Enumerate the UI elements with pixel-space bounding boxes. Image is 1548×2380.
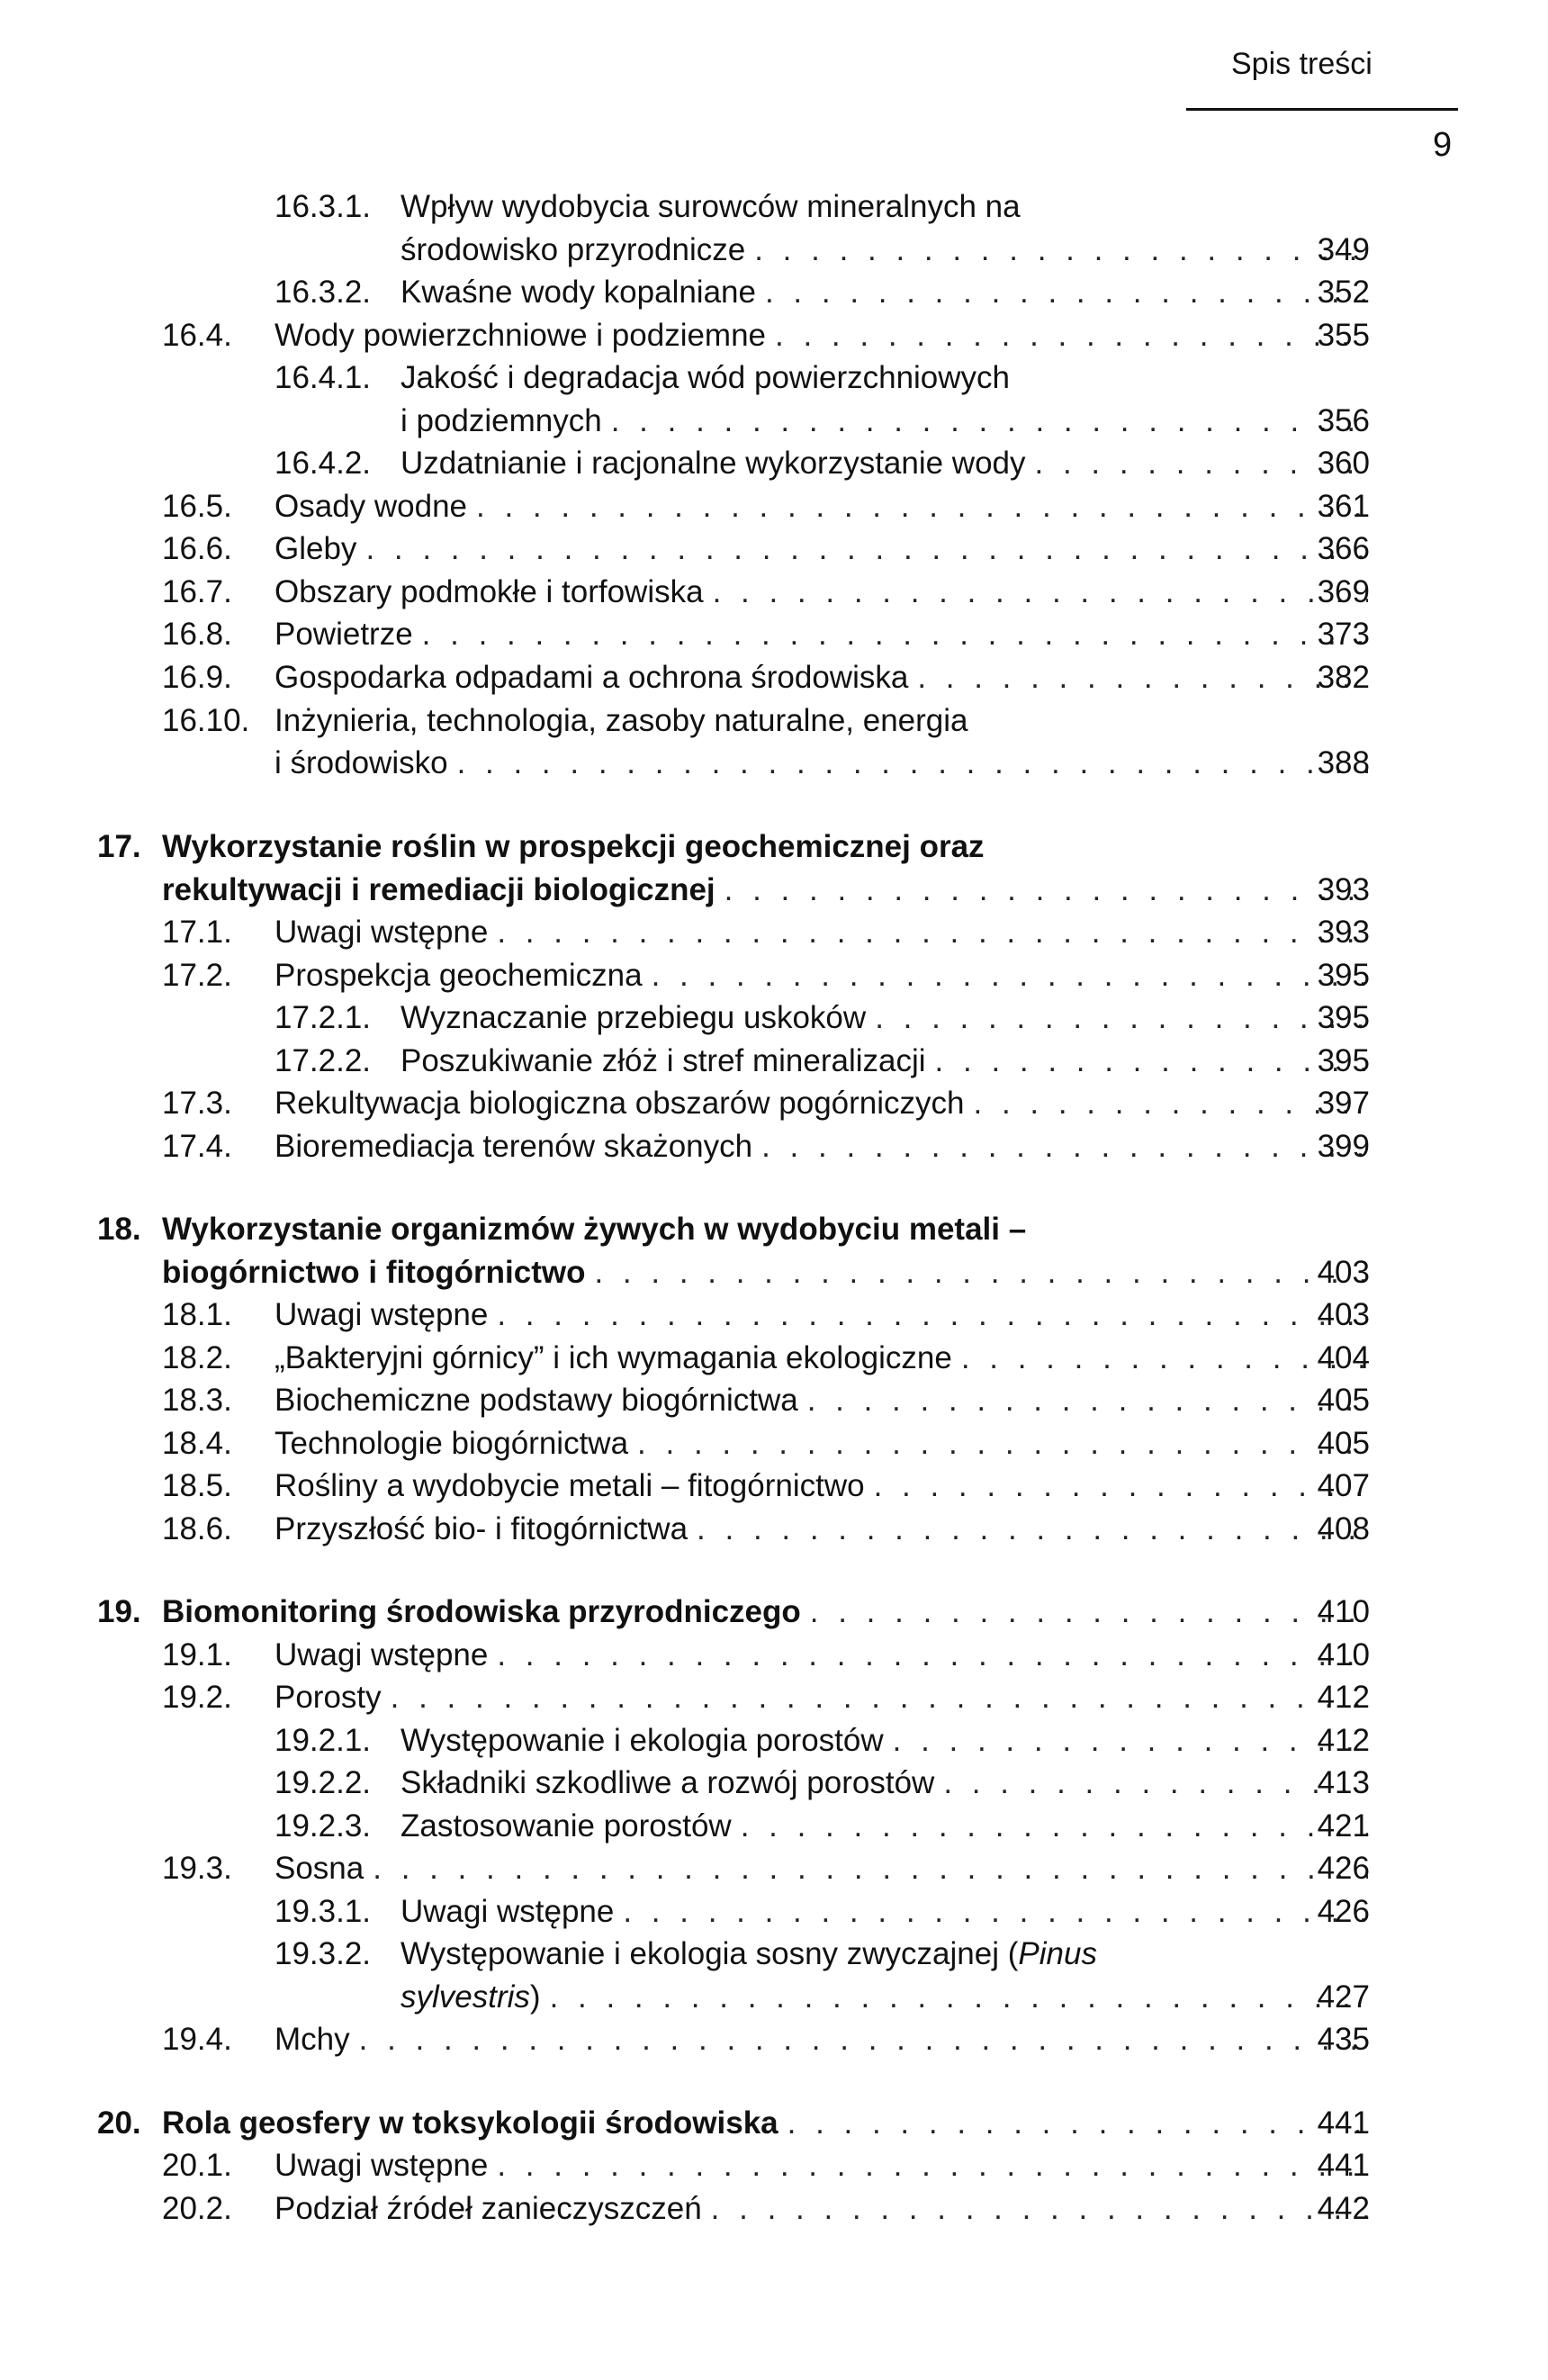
toc-entry-number: 17.2.2. [274,1043,372,1078]
toc-entry[interactable] [0,701,1548,741]
toc-entry-number: 16.9. [162,660,232,695]
toc-entry[interactable] [0,1424,1548,1464]
toc-entry-title: Uwagi wstępne [274,2148,489,2183]
toc-chapter-title: Rola geosfery w toksykologii środowiska [162,2105,778,2141]
leader-dots [724,870,1368,910]
leader-dots [422,615,1368,654]
toc-entry[interactable] [0,316,1548,356]
toc-entry-title: Uwagi wstępne [274,1637,489,1672]
toc-entry[interactable] [0,1510,1548,1549]
toc-entry-page: 427 [1317,1979,1370,2015]
toc-entry[interactable] [0,1084,1548,1123]
leader-dots [807,1381,1368,1420]
toc-chapter[interactable] [0,2104,1548,2143]
toc-entry-title: Wyznaczanie przebiegu uskoków [400,1000,867,1035]
leader-dots [594,1253,1368,1293]
toc-entry[interactable] [0,1636,1548,1675]
toc-entry[interactable] [0,1892,1548,1932]
toc-chapter[interactable] [0,1210,1548,1249]
toc-entry-page: 426 [1317,1851,1370,1886]
toc-entry-title: Porosty [274,1680,382,1715]
toc-entry-number: 17.2.1. [274,1000,372,1035]
toc-entry-title: Obszary podmokłe i torfowiska [274,574,704,609]
leader-dots [652,956,1368,996]
page-number: 9 [1433,126,1453,164]
toc-entry-page: 352 [1317,275,1370,310]
toc-entry-continuation[interactable] [0,1978,1548,2017]
toc-entry-title: Występowanie i ekologia sosny zwyczajnej ( [400,1936,1019,1971]
toc-entry-title-italic: Pinus [1018,1936,1097,1971]
toc-entry-number: 16.6. [162,531,232,566]
toc-entry-page: 382 [1317,660,1370,695]
toc-entry[interactable] [0,1763,1548,1803]
toc-entry-number: 18.4. [162,1426,232,1461]
toc-entry-page: 412 [1317,1680,1370,1715]
toc-entry-title: Jakość i degradacja wód powierzchniowych [400,360,1011,395]
toc-entry[interactable] [0,1934,1548,1974]
toc-entry-page: 395 [1317,1000,1370,1035]
leader-dots [497,1295,1368,1335]
leader-dots [697,1510,1368,1549]
header-rule [1186,108,1458,111]
toc-entry-title: Biochemiczne podstawy biogórnictwa [274,1383,798,1418]
toc-entry-title: Przyszłość bio- i fitogórnictwa [274,1511,688,1546]
toc-entry-page: 405 [1317,1426,1370,1461]
leader-dots [637,1424,1368,1464]
toc-entry-continuation[interactable] [0,401,1548,441]
toc-entry-title: Uwagi wstępne [274,1297,489,1332]
toc-entry-page: 399 [1317,1129,1370,1164]
leader-dots [373,1849,1368,1889]
toc-entry-title: Składniki szkodliwe a rozwój porostów [400,1765,935,1800]
toc-entry[interactable] [0,2146,1548,2186]
toc-entry-number: 16.5. [162,489,232,524]
toc-entry[interactable] [0,529,1548,569]
toc-entry-title: „Bakteryjni górnicy” i ich wymagania ekologiczne [274,1340,952,1375]
toc-entry-title: Technologie biogórnictwa [274,1426,629,1461]
toc-entry-number: 18.3. [162,1383,232,1418]
toc-chapter[interactable] [0,827,1548,867]
leader-dots [497,1636,1368,1675]
toc-entry-title: Występowanie i ekologia porostów [400,1723,884,1758]
toc-chapter-title: biogórnictwo i fitogórnictwo [162,1255,586,1290]
toc-entry-title: Wpływ wydobycia surowców mineralnych na [400,189,1021,224]
toc-entry-number: 18.2. [162,1340,232,1375]
toc-entry-page: 355 [1317,318,1370,353]
toc-entry-number: 16.7. [162,574,232,609]
toc-chapter-number: 19. [97,1594,141,1629]
toc-entry[interactable] [0,1339,1548,1378]
toc-entry-title: Inżynieria, technologia, zasoby naturalne, energia [274,703,968,738]
toc-entry-title: Mchy [274,2022,350,2057]
toc-entry-page: 412 [1317,1723,1370,1758]
leader-dots [754,230,1368,270]
leader-dots [875,998,1368,1038]
toc-entry-page: 441 [1317,2148,1370,2183]
toc-entry-continuation[interactable] [0,230,1548,270]
toc-entry-number: 19.2. [162,1680,232,1715]
toc-entry[interactable] [0,1678,1548,1717]
toc-entry[interactable] [0,998,1548,1038]
toc-entry-number: 16.10. [162,703,250,738]
toc-entry-title-italic: sylvestris [400,1979,530,2015]
toc-entry-page: 403 [1317,1255,1370,1290]
leader-dots [711,2189,1368,2229]
leader-dots [623,1892,1368,1932]
toc-entry-page: 426 [1317,1894,1370,1929]
toc-entry-number: 19.2.1. [274,1723,372,1758]
running-header-title: Spis treści [1231,47,1372,81]
toc-entry-title: Bioremediacja terenów skażonych [274,1129,753,1164]
toc-entry[interactable] [0,487,1548,527]
toc-entry[interactable] [0,1721,1548,1761]
toc-entry[interactable] [0,2189,1548,2229]
toc-entry-page: 397 [1317,1086,1370,1121]
toc-chapter-title: Wykorzystanie roślin w prospekcji geochemicznej oraz [162,829,985,864]
toc-entry-title: Uzdatnianie i racjonalne wykorzystanie wody [400,446,1026,481]
toc-entry-page: 360 [1317,446,1370,481]
toc-entry-page: 395 [1317,958,1370,993]
toc-entry-number: 19.3. [162,1851,232,1886]
toc-entry[interactable] [0,2020,1548,2060]
toc-entry[interactable] [0,444,1548,483]
toc-entry-number: 18.6. [162,1511,232,1546]
toc-entry[interactable] [0,1807,1548,1846]
toc-entry[interactable] [0,1381,1548,1420]
toc-entry-title: Gospodarka odpadami a ochrona środowiska [274,660,909,695]
toc-entry-title: Gleby [274,531,357,566]
toc-entry-page: 441 [1317,2105,1370,2141]
toc-entry-title: Podział źródeł zanieczyszczeń [274,2191,702,2226]
toc-entry-page: 349 [1317,232,1370,267]
toc-entry-page: 403 [1317,1297,1370,1332]
toc-entry-number: 17.2. [162,958,232,993]
toc-entry-number: 17.3. [162,1086,232,1121]
toc-entry-number: 16.4.1. [274,360,372,395]
toc-chapter-number: 20. [97,2105,141,2141]
toc-entry-title: Zastosowanie porostów [400,1808,732,1844]
leader-dots [788,2104,1368,2143]
toc-entry-title: Kwaśne wody kopalniane [400,275,756,310]
leader-dots [713,572,1368,612]
leader-dots [476,487,1368,527]
leader-dots [391,1678,1368,1717]
toc-entry-number: 19.1. [162,1637,232,1672]
toc-entry-number: 16.4. [162,318,232,353]
toc-chapter-title: rekultywacji i remediacji biologicznej [162,872,716,907]
leader-dots [457,744,1368,783]
toc-entry-title: Rośliny a wydobycie metali – fitogórnictwo [274,1468,865,1503]
toc-entry-page: 366 [1317,531,1370,566]
leader-dots [611,401,1368,441]
toc-entry-page: 373 [1317,617,1370,652]
toc-entry-number: 18.5. [162,1468,232,1503]
toc-entry-number: 19.3.1. [274,1894,372,1929]
toc-entry-page: 404 [1317,1340,1370,1375]
toc-entry[interactable] [0,1295,1548,1335]
toc-entry-title: Powietrze [274,617,413,652]
toc-entry-title: środowisko przyrodnicze [400,232,746,267]
toc-entry-title: Uwagi wstępne [274,915,489,950]
toc-entry-page: 442 [1317,2191,1370,2226]
toc-entry[interactable] [0,1127,1548,1167]
toc-entry-title: Wody powierzchniowe i podziemne [274,318,767,353]
toc-entry-number: 17.4. [162,1129,232,1164]
leader-dots [765,273,1368,312]
toc-entry-page: 388 [1317,745,1370,780]
toc-entry-number: 16.3.2. [274,275,372,310]
toc-chapter-title: Biomonitoring środowiska przyrodniczego [162,1594,801,1629]
toc-entry-page: 408 [1317,1511,1370,1546]
leader-dots [550,1978,1368,2017]
toc-entry-title: Sosna [274,1851,364,1886]
toc-entry-page: 410 [1317,1594,1370,1629]
toc-chapter-continuation[interactable] [0,870,1548,910]
toc-entry-page: 369 [1317,574,1370,609]
toc-entry[interactable] [0,913,1548,952]
toc-entry-page: 410 [1317,1637,1370,1672]
toc-entry-number: 19.2.3. [274,1808,372,1844]
toc-entry-page: 393 [1317,872,1370,907]
toc-chapter[interactable] [0,1592,1548,1632]
toc-entry-title: Osady wodne [274,489,468,524]
toc-entry-title: Prospekcja geochemiczna [274,958,643,993]
toc-entry[interactable] [0,273,1548,312]
leader-dots [775,316,1368,356]
toc-entry-number: 20.2. [162,2191,232,2226]
leader-dots [810,1592,1368,1632]
toc-entry-title: i środowisko [274,745,448,780]
leader-dots [365,529,1368,569]
toc-entry[interactable] [0,615,1548,654]
leader-dots [359,2020,1368,2060]
toc-entry-number: 19.4. [162,2022,232,2057]
toc-entry-number: 19.2.2. [274,1765,372,1800]
toc-entry-continuation[interactable] [0,744,1548,783]
toc-entry-page: 407 [1317,1468,1370,1503]
leader-dots [497,913,1368,952]
toc-entry-page: 395 [1317,1043,1370,1078]
toc-entry-title: Rekultywacja biologiczna obszarów pogórniczych [274,1086,965,1121]
toc-entry-title: Uwagi wstępne [400,1894,615,1929]
toc-entry-number: 16.3.1. [274,189,372,224]
toc-entry-page: 405 [1317,1383,1370,1418]
toc-entry-page: 421 [1317,1808,1370,1844]
leader-dots [874,1466,1368,1506]
toc-entry-number: 20.1. [162,2148,232,2183]
toc-entry[interactable] [0,572,1548,612]
toc-entry-number: 19.3.2. [274,1936,372,1971]
toc-entry[interactable] [0,1849,1548,1889]
toc-entry[interactable] [0,956,1548,996]
toc-entry-page: 356 [1317,403,1370,438]
toc-chapter-title: Wykorzystanie organizmów żywych w wydobyciu metali – [162,1212,1027,1247]
leader-dots [761,1127,1368,1167]
toc-entry[interactable] [0,1466,1548,1506]
toc-entry-number: 16.4.2. [274,446,372,481]
toc-entry-title: i podziemnych [400,403,602,438]
toc-chapter-number: 18. [97,1212,141,1247]
toc-chapter-continuation[interactable] [0,1253,1548,1293]
toc-entry-page: 361 [1317,489,1370,524]
toc-entry[interactable] [0,358,1548,398]
toc-entry-number: 18.1. [162,1297,232,1332]
toc-entry-title-suffix: ) [529,1979,541,2015]
toc-entry[interactable] [0,658,1548,698]
leader-dots [497,2146,1368,2186]
toc-entry-page: 393 [1317,915,1370,950]
toc-entry-number: 16.8. [162,617,232,652]
toc-entry-page: 435 [1317,2022,1370,2057]
toc-entry[interactable] [0,187,1548,227]
toc-entry-title: Poszukiwanie złóż i stref mineralizacji [400,1043,926,1078]
leader-dots [741,1807,1368,1846]
toc-chapter-number: 17. [97,829,141,864]
leader-dots [893,1721,1368,1761]
toc-entry-number: 17.1. [162,915,232,950]
toc-entry-page: 413 [1317,1765,1370,1800]
toc-entry[interactable] [0,1041,1548,1081]
